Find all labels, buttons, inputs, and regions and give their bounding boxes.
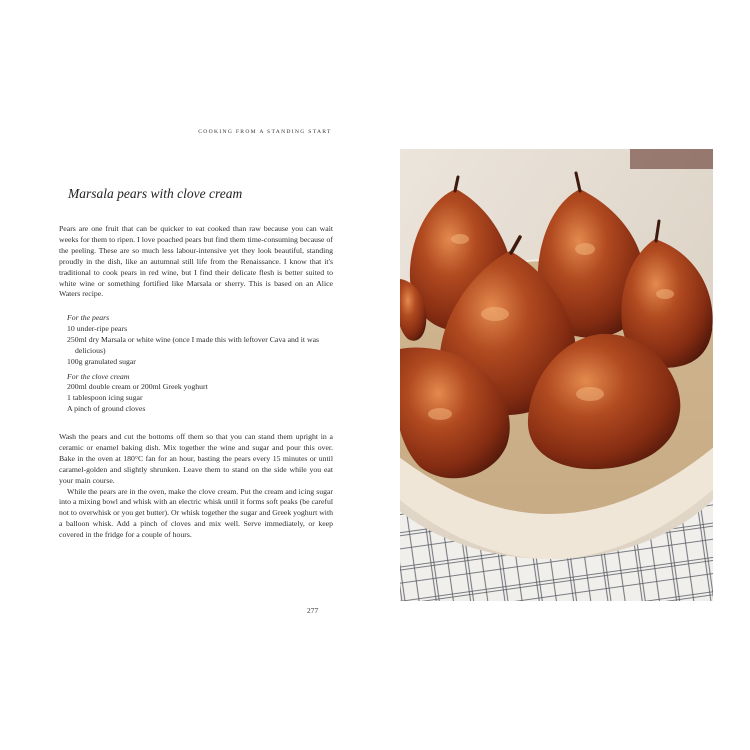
ingredient-item: 200ml double cream or 200ml Greek yoghurt	[67, 382, 208, 392]
pears-illustration	[400, 149, 713, 601]
intro-paragraph: Pears are one fruit that can be quicker to eat cooked than raw because you can wait weeks for them to ripen. I love poached pears but find them time-consuming because of the peeling. These are so much less labour-intensive yet they look beautiful, standing proudly in the dish, like an autumnal still life from the Renaissance. I know that it's traditional to cook pears in red wine, but I find their delicate flesh is better suited to white wine or something fortified like Marsala or sherry. This is based on an Alice Waters recipe.	[59, 224, 333, 299]
background-shadow	[630, 149, 713, 169]
pears-ingredients-heading: For the pears	[67, 313, 110, 322]
ingredient-item: 10 under-ripe pears	[67, 323, 128, 333]
method-paragraph: While the pears are in the oven, make the clove cream. Put the cream and icing sugar into a mixing bowl and whisk with an electric whisk until it forms soft peaks (be careful not to overwhisk or you get butter). Or whisk together the sugar and Greek yoghurt with a balloon whisk. Add a pinch of cloves and mix well. Serve immediately, or keep covered in the fridge for a couple of hours.	[59, 486, 333, 540]
ingredient-item: A pinch of ground cloves	[67, 404, 146, 414]
cream-ingredient-list	[67, 382, 337, 415]
ingredient-item: 1 tablespoon icing sugar	[67, 393, 143, 403]
pears-photo	[400, 149, 713, 601]
ingredient-item: 100g granulated sugar	[67, 356, 136, 366]
pears-ingredient-list	[67, 324, 337, 368]
page-number: 277	[307, 606, 319, 615]
method-section	[59, 432, 333, 541]
clove-cream-ingredients-heading: For the clove cream	[67, 371, 130, 381]
method-paragraph: Wash the pears and cut the bottoms off them so that you can stand them upright in a ceramic or enamel baking dish. Mix together the wine and sugar and pour this over. Bake in the oven at 180°C fan for an hour, basting the pears every 15 minutes or until caramel-golden and slightly shrunken. Leave them to stand on the side while you eat your main course.	[59, 432, 333, 485]
intro-section	[59, 224, 333, 300]
ingredient-item: 250ml dry Marsala or white wine (once I made this with leftover Cava and it was delicious)	[67, 334, 320, 355]
ingredients-section	[67, 313, 337, 415]
recipe-title: Marsala pears with clove cream	[68, 186, 243, 201]
running-head: COOKING FROM A STANDING START	[198, 129, 332, 135]
